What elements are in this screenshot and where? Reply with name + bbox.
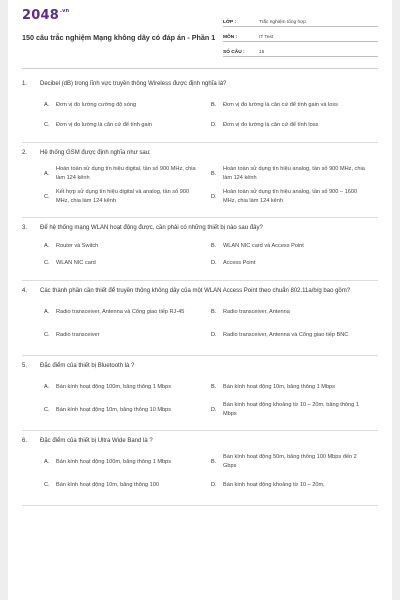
option-text: Router và Switch: [56, 242, 99, 249]
option-letter: B.: [211, 170, 217, 177]
question-list: [22, 80, 378, 512]
option-letter: A.: [44, 308, 50, 315]
option-letter: B.: [211, 101, 217, 108]
question-number: 4.: [22, 288, 28, 294]
answer-option[interactable]: [211, 96, 378, 114]
question-text: [22, 362, 378, 371]
option-letter: B.: [211, 383, 217, 390]
option-text: WLAN NIC card và Access Point: [223, 242, 304, 249]
answer-options: [22, 303, 378, 349]
option-letter: D.: [211, 193, 217, 200]
question-item: [22, 287, 378, 356]
option-text: Bán kính hoạt động khoảng từ 10 – 20m, băng thông 1 Mbps: [223, 402, 359, 417]
meta-value: 15: [259, 50, 265, 55]
option-letter: C.: [44, 121, 50, 128]
meta-row-subject: [223, 29, 378, 42]
question-item: [22, 80, 378, 143]
meta-value: Trắc nghiệm tổng hợp: [259, 20, 306, 25]
answer-option[interactable]: [44, 119, 211, 131]
option-letter: D.: [211, 259, 217, 266]
option-text: Radio transceiver: [56, 331, 100, 338]
option-text: Radio transceiver, Antenna: [223, 308, 290, 315]
document-header: [8, 0, 392, 62]
answer-option[interactable]: [211, 326, 378, 344]
meta-row-count: [223, 44, 378, 57]
question-text: [22, 437, 378, 446]
answer-option[interactable]: [211, 453, 378, 471]
option-text: Bán kính hoạt động khoảng từ 10 – 20m,: [223, 481, 325, 488]
question-body: Các thành phần cần thiết để truyền thông không dây của một WLAN Access Point theo chuẩn 802.11a/b/g bao gồm?: [40, 288, 351, 294]
question-text: [22, 287, 378, 296]
answer-option[interactable]: [44, 240, 211, 252]
answer-option[interactable]: [44, 188, 211, 206]
document-title: 150 câu trắc nghiệm Mạng không dây có đáp án - Phần 1: [22, 33, 216, 42]
option-letter: A.: [44, 383, 50, 390]
option-letter: D.: [211, 331, 217, 338]
question-number: 1.: [22, 81, 28, 87]
site-logo[interactable]: [22, 8, 69, 23]
logo-text: 2048: [22, 8, 59, 23]
answer-option[interactable]: [44, 165, 211, 183]
option-letter: A.: [44, 458, 50, 465]
question-number: 5.: [22, 363, 28, 369]
answer-options: [22, 240, 378, 274]
document-page: [8, 0, 392, 600]
option-text: Radio transceiver, Antenna và Cổng giao tiếp RJ-45: [56, 308, 185, 315]
meta-label: LỚP :: [223, 20, 237, 25]
question-text: [22, 149, 378, 158]
option-text: Đơn vị đo lường cường độ sóng: [56, 101, 137, 108]
option-letter: D.: [211, 406, 217, 413]
answer-options: [22, 96, 378, 136]
option-text: WLAN NIC card: [56, 259, 96, 266]
option-letter: B.: [211, 308, 217, 315]
option-text: Đơn vị đo lường là căn cứ để tính gain: [56, 121, 152, 128]
meta-label: SỐ CÂU :: [223, 50, 245, 55]
option-text: Đơn vị đo lường là căn cứ để tính loss: [223, 121, 319, 128]
question-number: 3.: [22, 225, 28, 231]
option-letter: D.: [211, 121, 217, 128]
question-text: [22, 80, 378, 89]
question-body: Để hệ thống mạng WLAN hoạt động được, cần phải có những thiết bị nào sau đây?: [40, 225, 263, 231]
option-text: Bán kính hoạt động 10m, băng thông 100: [56, 481, 159, 488]
option-letter: B.: [211, 458, 217, 465]
answer-option[interactable]: [211, 401, 378, 419]
option-letter: C.: [44, 406, 50, 413]
option-letter: D.: [211, 481, 217, 488]
answer-option[interactable]: [211, 303, 378, 321]
answer-option[interactable]: [211, 119, 378, 131]
answer-option[interactable]: [211, 378, 378, 396]
answer-option[interactable]: [44, 476, 211, 494]
question-text: [22, 224, 378, 233]
option-text: Radio transceiver, Antenna và Cổng giao tiếp BNC: [223, 331, 349, 338]
answer-options: [22, 453, 378, 499]
answer-option[interactable]: [211, 188, 378, 206]
answer-option[interactable]: [44, 326, 211, 344]
option-letter: C.: [44, 259, 50, 266]
question-number: 6.: [22, 438, 28, 444]
answer-option[interactable]: [44, 96, 211, 114]
option-text: Hoàn toàn sử dụng tín hiệu analog, tần số 900 MHz, chia làm 124 kênh: [223, 166, 365, 181]
answer-option[interactable]: [44, 378, 211, 396]
option-letter: C.: [44, 481, 50, 488]
question-body: Đặc điểm của thiết bị Bluetooth là ?: [40, 363, 135, 369]
question-item: [22, 149, 378, 218]
logo-suffix: .vn: [59, 8, 70, 14]
question-item: [22, 362, 378, 431]
header-divider: [22, 68, 378, 69]
answer-option[interactable]: [44, 303, 211, 321]
option-text: Bán kính hoạt động 10m, băng thông 10 Mbps: [56, 406, 172, 413]
question-body: Hệ thống GSM được định nghĩa như sau:: [40, 150, 151, 156]
answer-option[interactable]: [211, 165, 378, 183]
answer-option[interactable]: [211, 476, 378, 494]
option-text: Đơn vị đo lường là căn cứ để tính gain và loss: [223, 101, 338, 108]
option-text: Bán kính hoạt động 100m, băng thông 1 Mbps: [56, 383, 172, 390]
option-letter: B.: [211, 242, 217, 249]
option-text: Hoàn toàn sử dụng tín hiệu analog, tần số 900 – 1600 MHz, chia làm 124 kênh: [223, 189, 358, 204]
question-body: Decibel (dB) trong lĩnh vực truyền thông Wireless được định nghĩa là?: [40, 81, 227, 87]
option-letter: A.: [44, 170, 50, 177]
answer-option[interactable]: [211, 257, 378, 269]
answer-option[interactable]: [44, 401, 211, 419]
option-text: Bán kính hoạt động 100m, băng thông 1 Mbps: [56, 458, 172, 465]
question-item: [22, 437, 378, 506]
answer-option[interactable]: [44, 453, 211, 471]
option-text: Hoàn toàn sử dụng tín hiệu digital, tần số 900 MHz, chia làm 124 kênh: [56, 166, 196, 181]
option-text: Kết hợp sử dụng tín hiệu digital và analog, tần số 900 MHz, chia làm 124 kênh: [56, 189, 190, 204]
answer-option[interactable]: [44, 257, 211, 269]
answer-option[interactable]: [211, 240, 378, 252]
option-text: Bán kính hoạt động 10m, băng thông 1 Mbps: [223, 383, 335, 390]
meta-value: IT Test: [259, 35, 274, 40]
meta-row-class: [223, 14, 378, 27]
answer-options: [22, 378, 378, 424]
option-text: Access Point: [223, 259, 256, 266]
question-body: Đặc điểm của thiết bị Ultra Wide Band là ?: [40, 438, 153, 444]
option-letter: A.: [44, 242, 50, 249]
option-text: Bán kính hoạt động 50m, băng thông 100 Mbps đến 2 Gbps: [223, 454, 357, 469]
meta-info: [223, 14, 378, 59]
option-letter: C.: [44, 331, 50, 338]
meta-label: MÔN :: [223, 35, 238, 40]
answer-options: [22, 165, 378, 211]
option-letter: A.: [44, 101, 50, 108]
question-number: 2.: [22, 150, 28, 156]
question-item: [22, 224, 378, 281]
option-letter: C.: [44, 193, 50, 200]
